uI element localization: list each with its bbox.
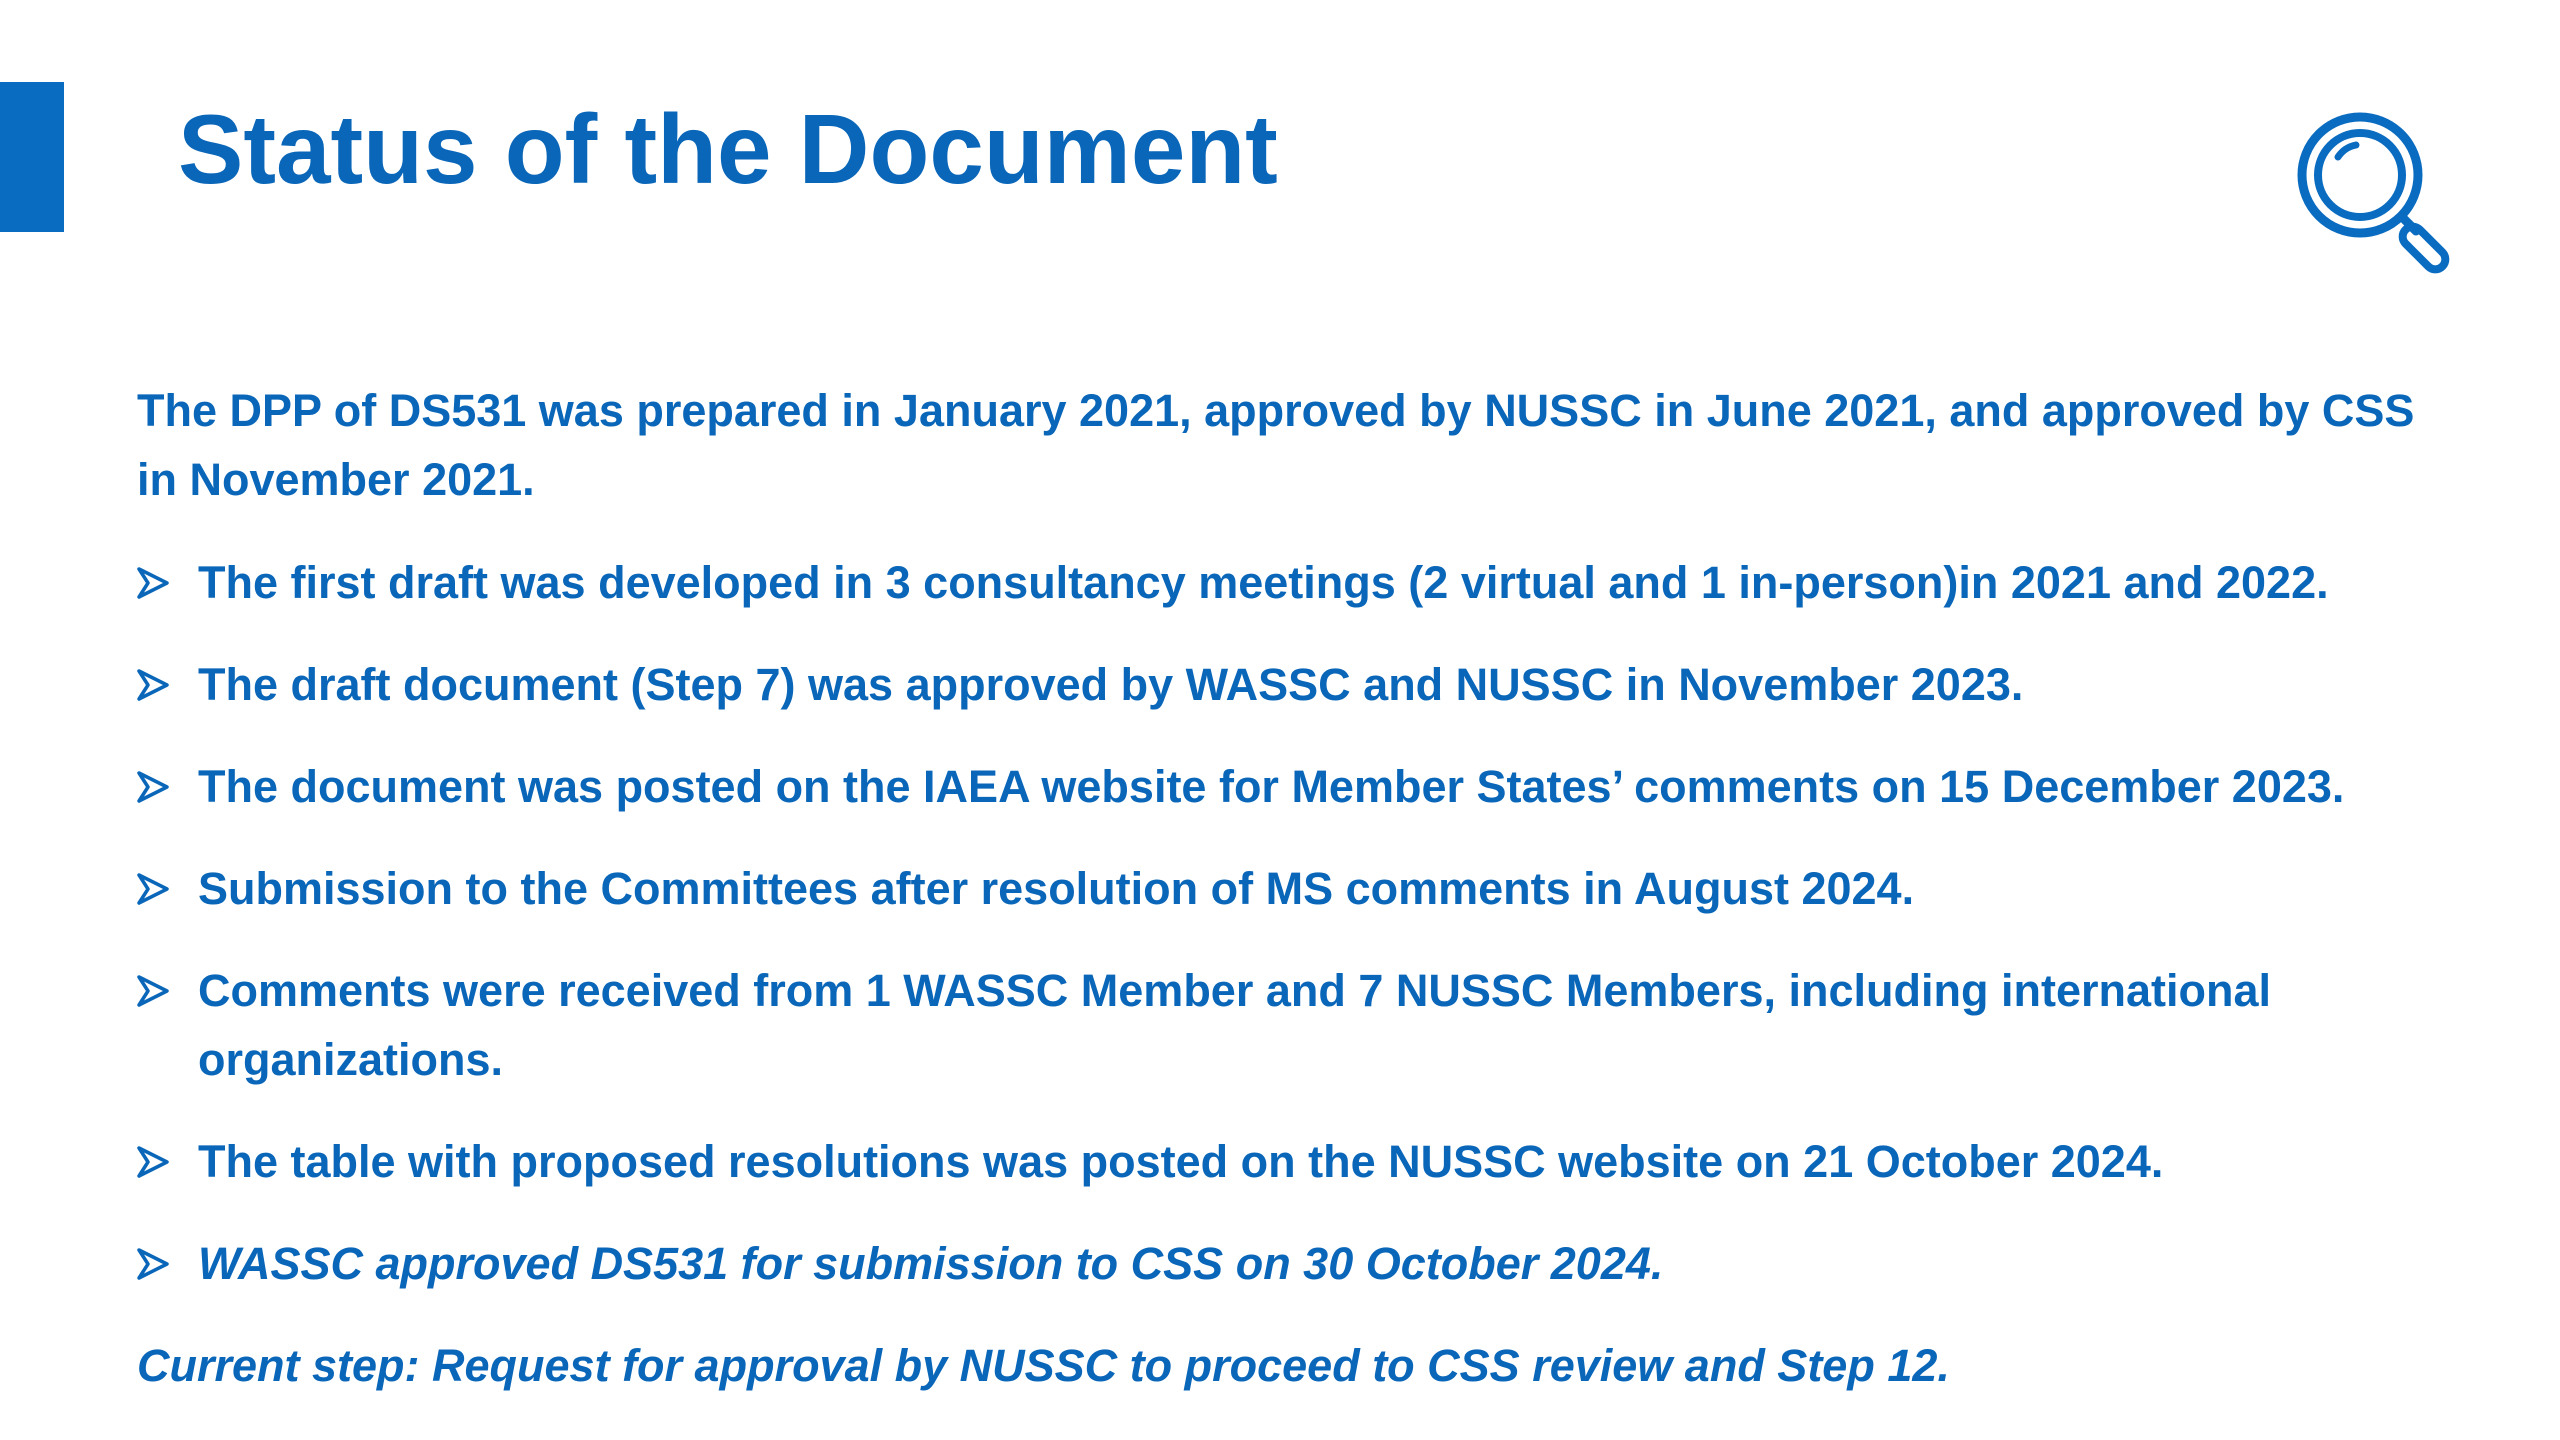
title-accent-bar (0, 82, 64, 232)
intro-paragraph: The DPP of DS531 was prepared in January 2021, approved by NUSSC in June 2021, and approved by CSS in November 2021. (137, 385, 2415, 505)
slide-title: Status of the Document (178, 94, 1278, 204)
bullet-item (137, 1229, 2447, 1298)
slide-body (137, 376, 2447, 1400)
bullet-text: WASSC approved DS531 for submission to CSS on 30 October 2024. (198, 1238, 1664, 1289)
arrowhead-bullet-icon (137, 771, 169, 803)
arrowhead-bullet-icon (137, 1146, 169, 1178)
bullet-text: The table with proposed resolutions was posted on the NUSSC website on 21 October 2024. (198, 1136, 2164, 1187)
arrowhead-bullet-icon (137, 567, 169, 599)
arrowhead-bullet-icon (137, 1248, 169, 1280)
bullet-text: The document was posted on the IAEA website for Member States’ comments on 15 December 2023. (198, 761, 2345, 812)
status-bullet-list (137, 548, 2447, 1298)
bullet-item (137, 548, 2447, 617)
bullet-item (137, 1127, 2447, 1196)
bullet-text: The first draft was developed in 3 consultancy meetings (2 virtual and 1 in-person)in 2021 and 2022. (198, 557, 2329, 608)
arrowhead-bullet-icon (137, 975, 169, 1007)
arrowhead-bullet-icon (137, 873, 169, 905)
bullet-item (137, 650, 2447, 719)
current-step-note: Current step: Request for approval by NUSSC to proceed to CSS review and Step 12. (137, 1340, 1950, 1391)
bullet-item (137, 752, 2447, 821)
bullet-text: Comments were received from 1 WASSC Member and 7 NUSSC Members, including international organizations. (198, 965, 2271, 1085)
arrowhead-bullet-icon (137, 669, 169, 701)
bullet-text: The draft document (Step 7) was approved by WASSC and NUSSC in November 2023. (198, 659, 2024, 710)
search-icon (2290, 105, 2460, 275)
bullet-item (137, 956, 2447, 1094)
bullet-item (137, 854, 2447, 923)
bullet-text: Submission to the Committees after resolution of MS comments in August 2024. (198, 863, 1915, 914)
